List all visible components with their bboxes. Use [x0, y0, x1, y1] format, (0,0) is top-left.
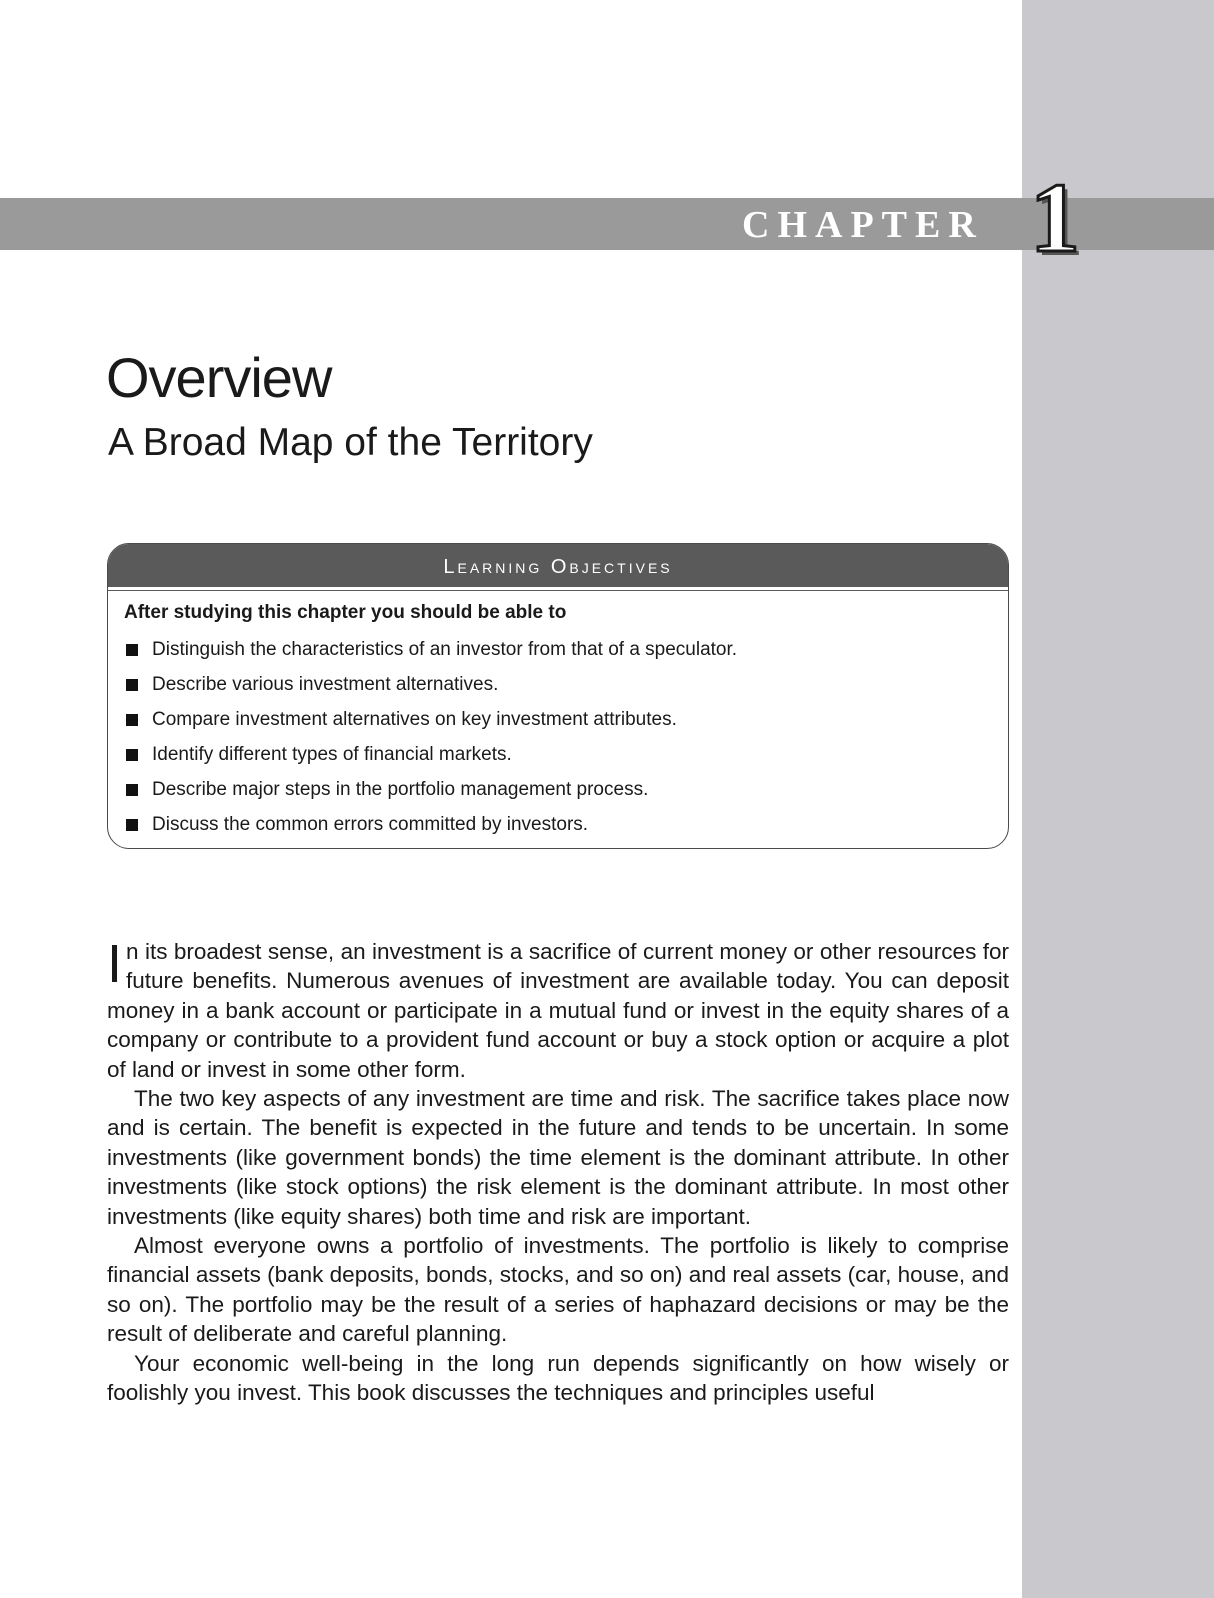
paragraph-4: Your economic well-being in the long run depends significantly on how wisely or foolishly you invest. This book discusses the techniques and principles useful [107, 1350, 1009, 1406]
learning-objectives-list [108, 632, 1008, 842]
paragraph-3: Almost everyone owns a portfolio of investments. The portfolio is likely to comprise financial assets (bank deposits, bonds, stocks, and so on) and real assets (car, house, and so on). The portfolio may be the result of a series of haphazard decisions or may be the result of deliberate and careful planning. [107, 1233, 1009, 1347]
objective-text: Identify different types of financial markets. [152, 743, 512, 765]
learning-objectives-box [107, 543, 1009, 849]
drop-cap: I [107, 934, 123, 994]
list-item [126, 807, 1008, 842]
square-bullet-icon [126, 749, 138, 761]
objective-text: Discuss the common errors committed by investors. [152, 813, 589, 835]
list-item [126, 737, 1008, 772]
paragraph-2: The two key aspects of any investment are time and risk. The sacrifice takes place now and is certain. The benefit is expected in the future and tends to be uncertain. In some investments (like government bonds) the time element is the dominant attribute. In other investments (like stock options) the risk element is the dominant attribute. In most other investments (like equity shares) both time and risk are important. [107, 1086, 1009, 1229]
chapter-number: 1 [1030, 162, 1080, 273]
square-bullet-icon [126, 679, 138, 691]
paragraph-1-text: n its broadest sense, an investment is a sacrifice of current money or other resources for future benefits. Numerous avenues of investment are available today. You can deposit money in a bank account or participate in a mutual fund or invest in the equity shares of a company or contribute to a provident fund account or buy a stock option or acquire a plot of land or invest in some other form. [107, 939, 1009, 1082]
paragraph-1 [107, 934, 1009, 1084]
square-bullet-icon [126, 784, 138, 796]
square-bullet-icon [126, 819, 138, 831]
list-item [126, 667, 1008, 702]
body-text [107, 934, 1009, 1408]
list-item [126, 702, 1008, 737]
objective-text: Distinguish the characteristics of an investor from that of a speculator. [152, 638, 738, 660]
learning-objectives-heading: Learning Objectives [443, 556, 673, 578]
list-item [126, 632, 1008, 667]
learning-objectives-header [108, 544, 1008, 590]
objective-text: Compare investment alternatives on key investment attributes. [152, 708, 677, 730]
square-bullet-icon [126, 644, 138, 656]
list-item [126, 772, 1008, 807]
square-bullet-icon [126, 714, 138, 726]
objective-text: Describe various investment alternatives. [152, 673, 499, 695]
chapter-title: Overview [106, 346, 332, 409]
chapter-subtitle: A Broad Map of the Territory [108, 421, 593, 464]
chapter-label: CHAPTER [742, 204, 984, 246]
objective-text: Describe major steps in the portfolio management process. [152, 778, 649, 800]
learning-objectives-intro: After studying this chapter you should be able to [124, 602, 567, 623]
